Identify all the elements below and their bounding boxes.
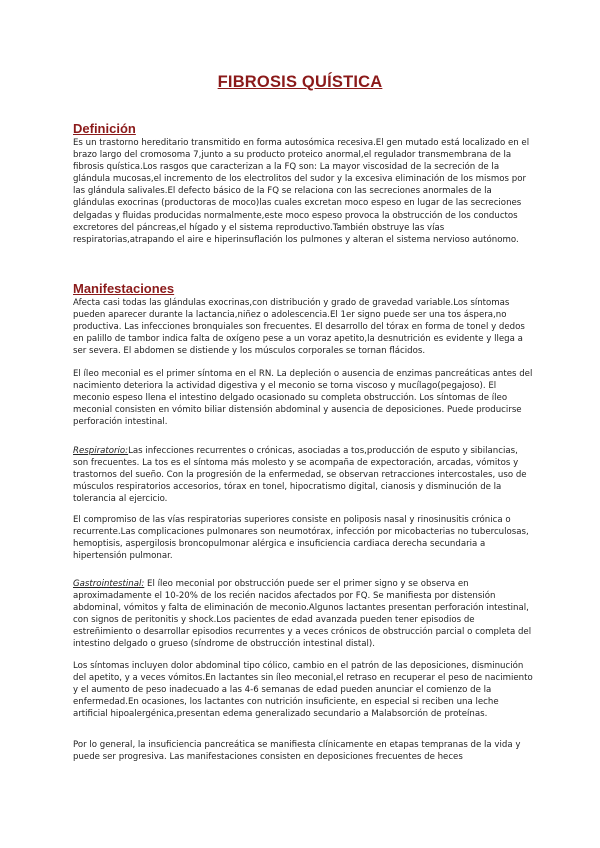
respiratorio-text: Las infecciones recurrentes o crónicas, asociadas a tos,producción de esputo y sibilancias, son frecuentes. La tos es el síntoma más molesto y se acompaña de expectoración, arcadas, vómitos y trastornos del sueño. Con la progresión de la enfermedad, se observan retracciones intercostales, uso de músculos respiratorios accesorios, tórax en tonel, hipocratismo digital, cianosis y disminución de la tolerancia al ejercicio.	[73, 446, 527, 505]
definicion-paragraph: Es un trastorno hereditario transmitido en forma autosómica recesiva.El gen mutado está localizado en el brazo largo del cromosoma 7,junto a su producto proteico anormal,el regulador transmembrana de la fibrosis quística.Los rasgos que caracterizan a la FQ son: La mayor viscosidad de la secreción de la glándula mucosas,el incremento de los electrolitos del sudor y la excesiva eliminación de los mismos por las glándula salivales.El defecto básico de la FQ se relaciona con las secreciones anormales de la glándulas exocrinas (productoras de moco)las cuales excretan moco espeso en lugar de las secreciones delgadas y fluidas producidas normalmente,este moco espeso provoca la obstrucción de los conductos excretores del páncreas,el hígado y el sistema reproductivo.También obstruye las vías respiratorias,atrapando el aire e hiperinsuflación los pulmones y alteran el sistema nervioso autónomo.	[73, 138, 530, 245]
page-title: FIBROSIS QUÍSTICA	[217, 73, 383, 91]
gastrointestinal-paragraph-2: Los síntomas incluyen dolor abdominal tipo cólico, cambio en el patrón de las deposiciones, disminución del apetito, y a veces vómitos.En lactantes sin íleo meconial,el retraso en recuperar el peso de nacimiento y el aumento de peso inadecuado a las 4-6 semanas de edad pueden anunciar el comienzo de la enfermedad.En ocasiones, los lactantes con nutrición insuficiente, en especial si reciben una leche artificial hipoalergénica,presentan edema generalizado secundario a Malabsorción de proteínas.	[73, 661, 533, 720]
manifestaciones-paragraph-1: Afecta casi todas las glándulas exocrinas,con distribución y grado de gravedad variable.Los síntomas pueden aparecer durante la lactancia,niñez o adolescencia.El 1er signo puede ser una tos áspera,no productiva. Las infecciones bronquiales son frecuentes. El desarrollo del tórax en forma de tonel y dedos en palillo de tambor indica falta de oxígeno pese a un voraz apetito,la desnutrición es evidente y llega a ser severa. El abdomen se distiende y los músculos corporales se tornan flácidos.	[73, 298, 525, 357]
respiratorio-label: Respiratorio:	[73, 446, 129, 456]
manifestaciones-paragraph-2: El íleo meconial es el primer síntoma en el RN. La depleción o ausencia de enzimas pancreáticas antes del nacimiento deteriora la actividad digestiva y el meconio se torna viscoso y mucílago(pegajoso). El meconio espeso llena el intestino delgado ocasionado su completa obstrucción. Los síntomas de íleo meconial consisten en vómito biliar distensión abdominal y ausencia de deposiciones. Puede producirse perforación intestinal.	[73, 369, 533, 428]
gastrointestinal-text: El íleo meconial por obstrucción puede ser el primer signo y se observa en aproximadamente el 10-20% de los recién nacidos afectados por FQ. Se manifiesta por distensión abdominal, vómitos y falta de eliminación de meconio.Algunos lactantes presentan perforación intestinal, con signos de peritonitis y shock.Los pacientes de edad avanzada pueden tener episodios de estreñimiento o desarrollar episodios recurrentes y a veces crónicos de obstrucción parcial o completa del intestino delgado o grueso (síndrome de obstrucción intestinal distal).	[73, 579, 532, 650]
gastrointestinal-label: Gastrointestinal:	[73, 579, 145, 589]
respiratorio-paragraph-2: El compromiso de las vías respiratorias superiores consiste en poliposis nasal y rinosinusitis crónica o recurrente.Las complicaciones pulmonares son neumotórax, infección por micobacterias no tuberculosas, hemoptisis, aspergilosis broncopulmonar alérgica e insuficiencia cardiaca derecha secundaria a hipertensión pulmonar.	[73, 515, 529, 562]
gastrointestinal-paragraph	[73, 578, 535, 651]
section-heading-manifestaciones: Manifestaciones	[73, 281, 175, 296]
respiratorio-paragraph	[73, 445, 535, 505]
gastrointestinal-paragraph-3: Por lo general, la insuficiencia pancreática se manifiesta clínicamente en etapas tempranas de la vida y puede ser progresiva. Las manifestaciones consisten en deposiciones frecuentes de heces	[73, 740, 521, 763]
section-heading-definicion: Definición	[73, 121, 136, 136]
